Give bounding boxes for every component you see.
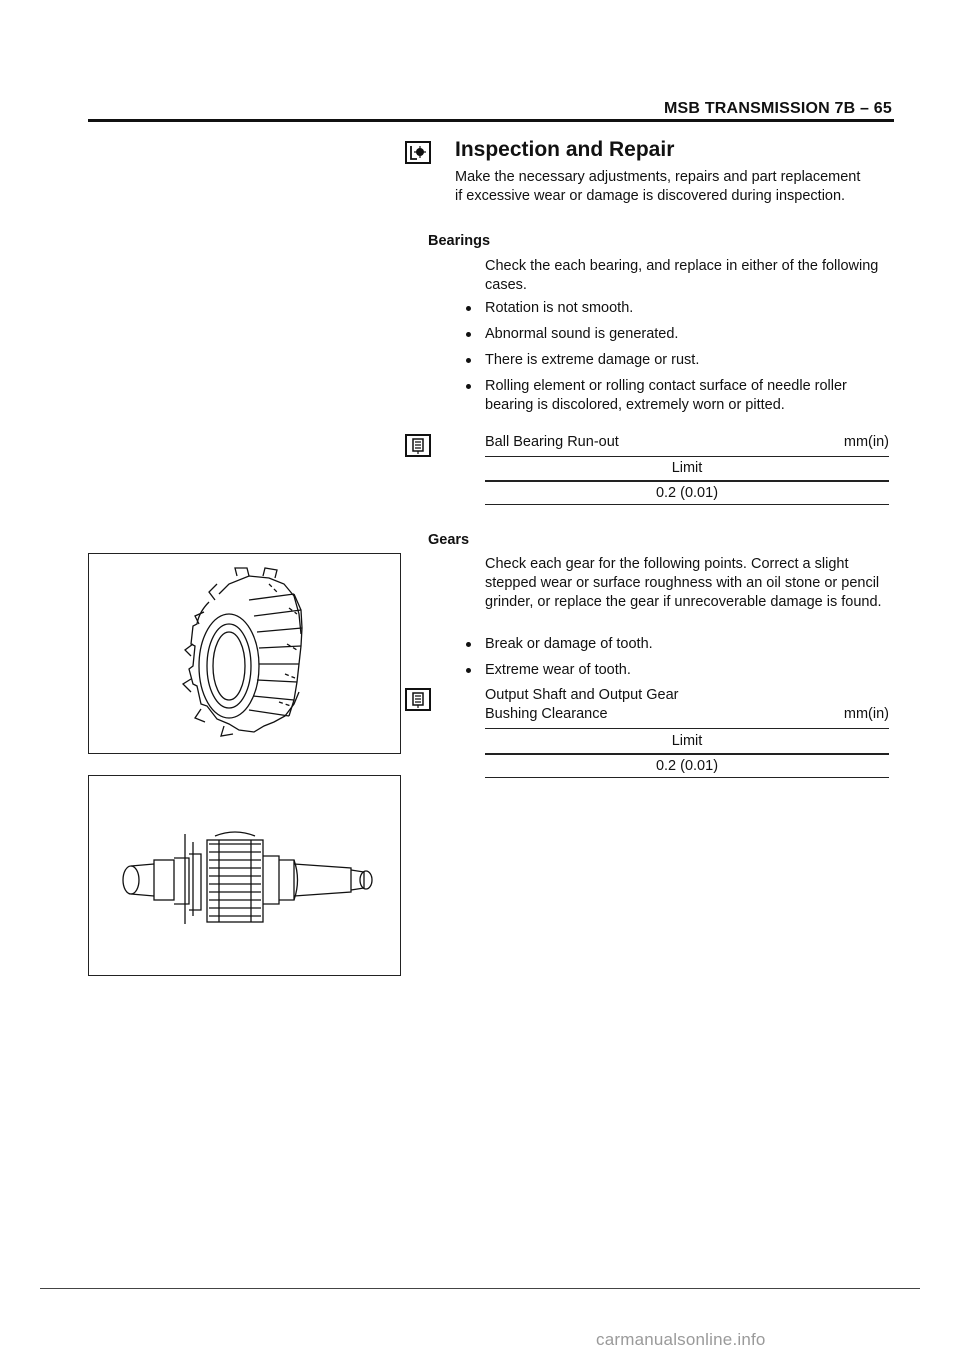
spec-unit: mm(in) [843, 706, 889, 722]
gears-list [460, 635, 870, 687]
gear-figure [88, 553, 401, 754]
bearings-list [460, 299, 870, 422]
output-shaft-illustration [89, 776, 400, 975]
spec-label: Bushing Clearance [485, 706, 608, 722]
spec-label: Output Shaft and Output Gear [485, 687, 679, 703]
section-intro: Make the necessary adjustments, repairs and part replacement if excessive wear or damage is discovered during inspection. [455, 169, 861, 204]
ball-bearing-spec-table [485, 434, 889, 505]
bearings-text: Check the each bearing, and replace in either of the following cases. [485, 258, 879, 293]
spec-col-header: Limit [671, 460, 703, 476]
table-rule [485, 777, 889, 778]
gears-text: Check each gear for the following points. Correct a slight stepped wear or surface roughness with an oil stone or pencil grinder, or replace the gear if unrecoverable damage is found. [485, 556, 882, 610]
measurement-icon [405, 688, 431, 711]
spec-label: Ball Bearing Run-out [485, 434, 619, 450]
list-item: Abnormal sound is generated. [460, 325, 870, 344]
gear-illustration [89, 554, 400, 753]
list-item: Break or damage of tooth. [460, 635, 870, 654]
spec-unit: mm(in) [843, 434, 889, 450]
list-item: Rotation is not smooth. [460, 299, 870, 318]
bearings-heading: Bearings [428, 233, 491, 249]
list-item: Rolling element or rolling contact surface of needle roller bearing is discolored, extremely worn or pitted. [460, 377, 870, 415]
gears-heading: Gears [428, 532, 470, 548]
header-rule [88, 119, 894, 122]
spec-value: 0.2 (0.01) [655, 485, 719, 501]
shaft-figure [88, 775, 401, 976]
section-title: Inspection and Repair [455, 138, 675, 161]
spec-value: 0.2 (0.01) [655, 758, 719, 774]
list-item: There is extreme damage or rust. [460, 351, 870, 370]
spec-col-header: Limit [671, 733, 703, 749]
table-rule [485, 504, 889, 505]
measurement-icon [405, 434, 431, 457]
inspection-icon [405, 141, 431, 164]
footer-rule [40, 1288, 920, 1289]
watermark: carmanualsonline.info [596, 1330, 766, 1349]
output-shaft-spec-table [485, 687, 889, 778]
list-item: Extreme wear of tooth. [460, 661, 870, 680]
page-header: MSB TRANSMISSION 7B – 65 [664, 100, 892, 117]
